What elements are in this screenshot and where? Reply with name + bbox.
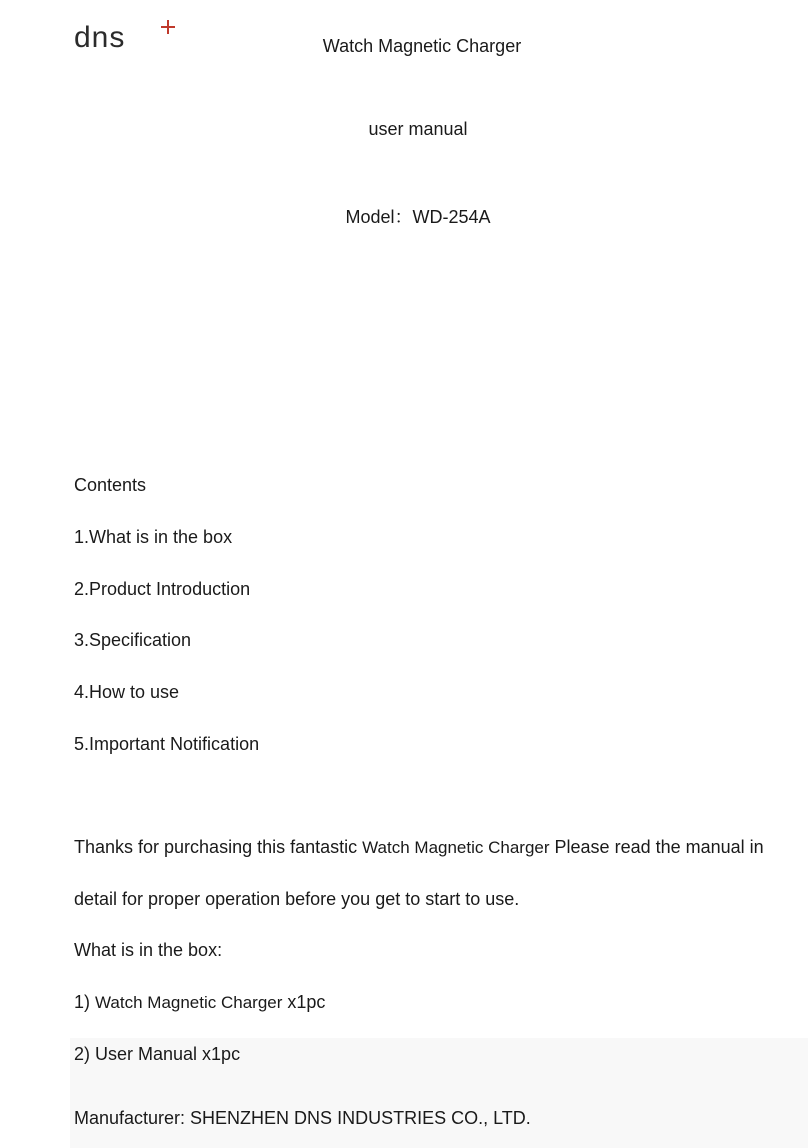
box-item-1-product: Watch Magnetic Charger: [95, 993, 283, 1012]
manufacturer: Manufacturer: SHENZHEN DNS INDUSTRIES CO., LTD.: [74, 1108, 531, 1128]
document-subtitle: user manual: [368, 119, 468, 139]
document-title: Watch Magnetic Charger: [322, 36, 522, 56]
box-item-1: [74, 992, 325, 1013]
intro-text-start: Thanks for purchasing this fantastic: [74, 837, 363, 857]
contents-heading: Contents: [74, 475, 147, 495]
contents-item-1: 1.What is in the box: [74, 527, 233, 547]
intro-text-end: Please read the manual in: [549, 837, 764, 857]
box-item-1-prefix: 1): [74, 992, 96, 1012]
intro-line-2: detail for proper operation before you get to start to use.: [74, 889, 520, 909]
contents-item-3: 3.Specification: [74, 630, 192, 650]
contents-item-2: 2.Product Introduction: [74, 579, 251, 599]
box-item-1-qty: x1pc: [282, 992, 326, 1012]
contents-item-4: 4.How to use: [74, 682, 180, 702]
intro-product-name: Watch Magnetic Charger: [362, 838, 550, 857]
contents-item-5: 5.Important Notification: [74, 734, 260, 754]
intro-line-1: [74, 837, 764, 858]
model-number: Model：WD-254A: [345, 207, 491, 227]
box-item-2: 2) User Manual x1pc: [74, 1044, 241, 1064]
box-heading: What is in the box:: [74, 940, 223, 960]
logo-text: dns: [74, 21, 126, 52]
